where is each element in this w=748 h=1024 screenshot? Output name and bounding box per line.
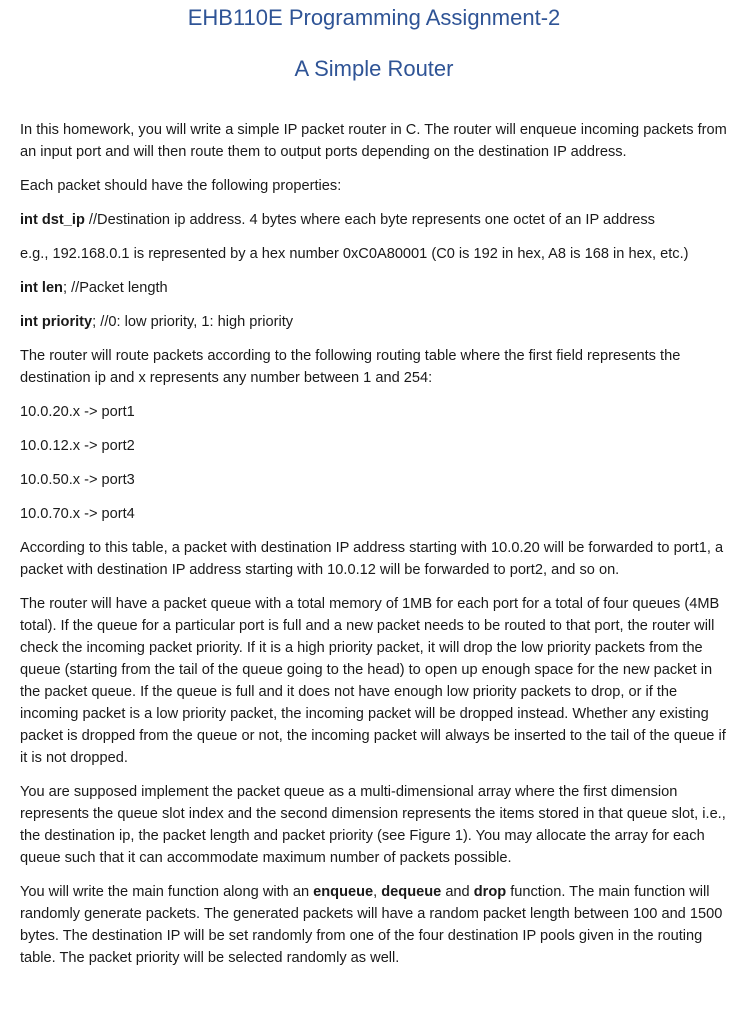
field-priority bbox=[20, 311, 732, 333]
document-body bbox=[20, 119, 732, 981]
main-text-part2: function. The main function will randomly generate packets. The generated packets will have a random packet length between 100 and 1500 bytes. The destination IP will be set randomly from one of the four destination IP pools given in the routing table. The packet priority will be selected randomly as well. bbox=[20, 884, 723, 966]
field-len-comment: ; //Packet length bbox=[62, 280, 168, 296]
main-function-paragraph bbox=[20, 881, 732, 969]
route-entry: 10.0.50.x -> port3 bbox=[20, 472, 135, 488]
field-len bbox=[20, 277, 732, 299]
main-text-sep1: , bbox=[373, 884, 382, 900]
queue-paragraph: The router will have a packet queue with a total memory of 1MB for each port for a total of four queues (4MB total). If the queue for a particular port is full and a new packet needs to be routed to that port, the router will check the incoming packet priority. If it is a high priority packet, it will drop the low priority packets from the queue (starting from the tail of the queue going to the head) to open up enough space for the new packet in the packet queue. If the queue is full and it does not have enough low priority packets to drop, or if the incoming packet is a low priority packet, the incoming packet will be dropped instead. Whether any existing packet is dropped from the queue or not, the incoming packet will always be inserted to the tail of the queue if it is not dropped. bbox=[20, 596, 726, 766]
dequeue-keyword: dequeue bbox=[381, 884, 442, 900]
routing-explanation: According to this table, a packet with destination IP address starting with 10.0.20 will be forwarded to port1, a packet with destination IP address starting with 10.0.12 will be forwarded to port2, and so on. bbox=[20, 540, 724, 578]
route-entry: 10.0.12.x -> port2 bbox=[20, 438, 135, 454]
routing-intro: The router will route packets according to the following routing table where the first field represents the destination ip and x represents any number between 1 and 254: bbox=[20, 348, 681, 386]
array-paragraph: You are supposed implement the packet queue as a multi-dimensional array where the first dimension represents the queue slot index and the second dimension represents the items stored in that queue slot, i.e., the destination ip, the packet length and packet priority (see Figure 1). You may allocate the array for each queue such that it can accommodate maximum number of packets possible. bbox=[20, 784, 726, 866]
field-dst-ip-comment: //Destination ip address. 4 bytes where each byte represents one octet of an IP address bbox=[84, 212, 655, 228]
field-priority-comment: ; //0: low priority, 1: high priority bbox=[92, 314, 294, 330]
field-dst-ip bbox=[20, 209, 732, 231]
route-entry: 10.0.70.x -> port4 bbox=[20, 506, 135, 522]
document-title: EHB110E Programming Assignment-2 bbox=[187, 5, 561, 30]
route-entry: 10.0.20.x -> port1 bbox=[20, 404, 135, 420]
main-text-sep2: and bbox=[441, 884, 474, 900]
field-dst-ip-example: e.g., 192.168.0.1 is represented by a hex number 0xC0A80001 (C0 is 192 in hex, A8 is 168 in hex, etc.) bbox=[20, 246, 689, 262]
field-priority-name: int priority bbox=[20, 314, 93, 330]
enqueue-keyword: enqueue bbox=[313, 884, 374, 900]
field-dst-ip-name: int dst_ip bbox=[20, 212, 85, 228]
intro-paragraph: In this homework, you will write a simple IP packet router in C. The router will enqueue incoming packets from an input port and will then route them to output ports depending on the destination IP address. bbox=[20, 122, 727, 160]
field-len-name: int len bbox=[20, 280, 63, 296]
drop-keyword: drop bbox=[473, 884, 507, 900]
document-subtitle: A Simple Router bbox=[294, 56, 454, 81]
properties-intro: Each packet should have the following properties: bbox=[20, 178, 342, 194]
main-text-part1: You will write the main function along with an bbox=[20, 884, 314, 900]
